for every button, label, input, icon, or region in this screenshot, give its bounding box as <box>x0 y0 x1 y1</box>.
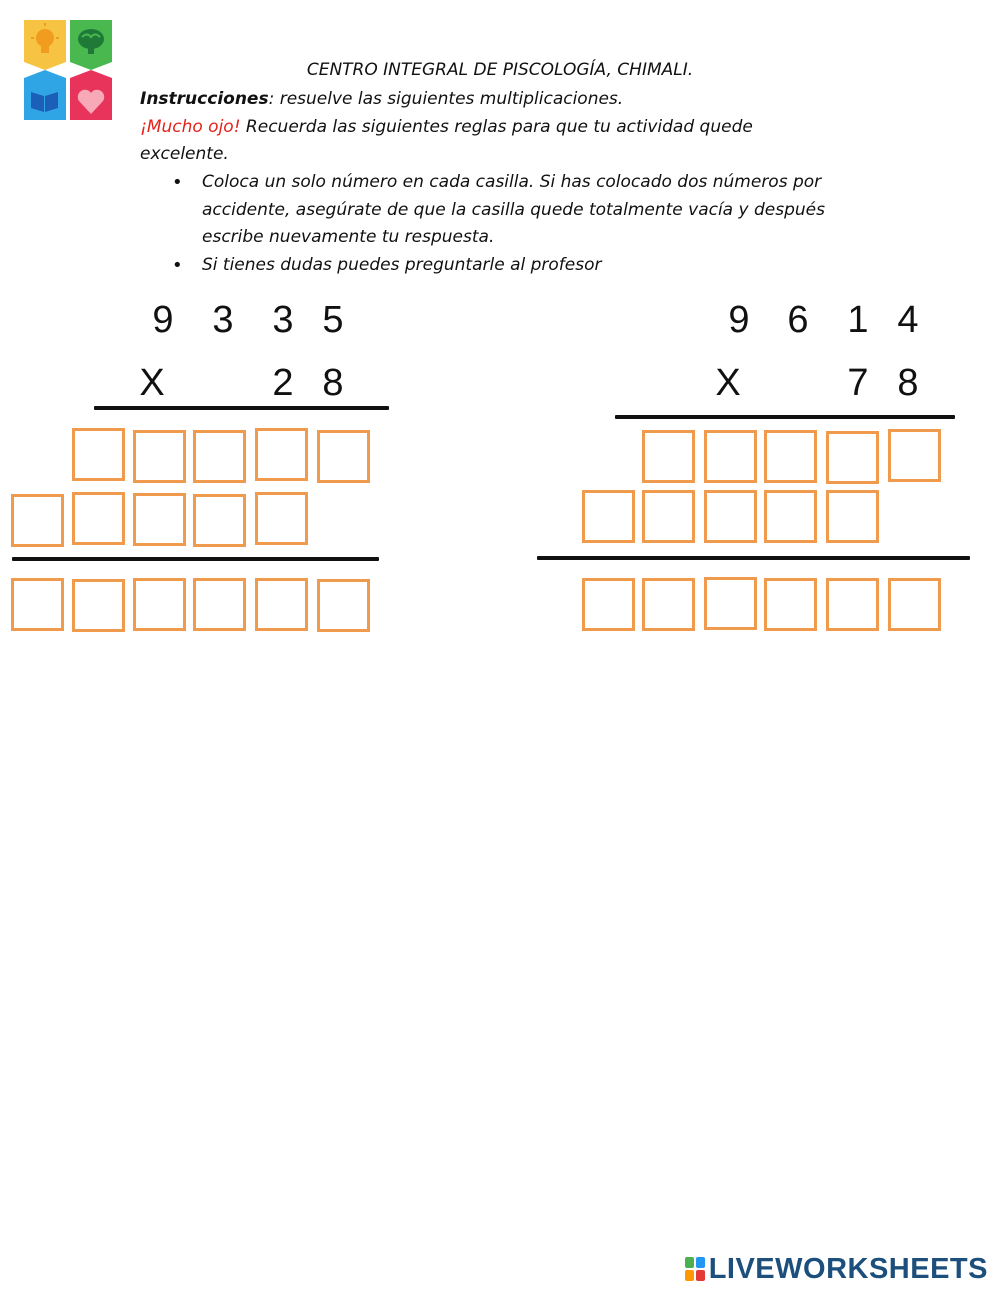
answer-box[interactable] <box>72 492 125 545</box>
page-title: CENTRO INTEGRAL DE PISCOLOGÍA, CHIMALI. <box>306 60 694 80</box>
operation-line <box>94 406 389 410</box>
multiplier-digit: 8 <box>322 362 344 404</box>
liveworksheets-brand <box>685 1252 988 1286</box>
result-box[interactable] <box>704 577 757 630</box>
sum-line <box>537 556 970 560</box>
answer-box[interactable] <box>642 490 695 543</box>
warning-text-continued: excelente. <box>140 144 229 164</box>
answer-box[interactable] <box>704 490 757 543</box>
multiplicand-digit: 4 <box>897 299 919 341</box>
result-box[interactable] <box>317 579 370 632</box>
instructions-label: Instrucciones <box>140 89 269 109</box>
warning-label: ¡Mucho ojo! <box>140 117 241 137</box>
result-box[interactable] <box>193 578 246 631</box>
multiply-operator: X <box>715 362 741 404</box>
multiplicand-digit: 5 <box>322 299 344 341</box>
result-box[interactable] <box>888 578 941 631</box>
answer-box[interactable] <box>317 430 370 483</box>
sum-line <box>12 557 379 561</box>
multiplicand-digit: 9 <box>152 299 174 341</box>
multiplier-digit: 2 <box>272 362 294 404</box>
result-box[interactable] <box>582 578 635 631</box>
result-box[interactable] <box>72 579 125 632</box>
multiplicand-digit: 9 <box>728 299 750 341</box>
warning-line <box>140 114 840 168</box>
warning-text: Recuerda las siguientes reglas para que tu actividad quede <box>240 117 753 137</box>
answer-box[interactable] <box>193 430 246 483</box>
answer-box[interactable] <box>255 492 308 545</box>
result-box[interactable] <box>826 578 879 631</box>
brand-text: LIVEWORKSHEETS <box>708 1252 988 1285</box>
answer-box[interactable] <box>11 494 64 547</box>
multiplicand-digit: 6 <box>787 299 809 341</box>
multiplicand-digit: 3 <box>212 299 234 341</box>
answer-box[interactable] <box>255 428 308 481</box>
rule-item: • Coloca un solo número en cada casilla. Si has colocado dos números por accidente, asegúrate de que la casilla quede totalmente vacía y después escribe nuevamente tu respuesta. <box>170 169 890 252</box>
answer-box[interactable] <box>888 429 941 482</box>
multiplier-digit: 7 <box>847 362 869 404</box>
answer-box[interactable] <box>826 431 879 484</box>
result-box[interactable] <box>133 578 186 631</box>
answer-box[interactable] <box>133 493 186 546</box>
rule-item: • Si tienes dudas puedes preguntarle al profesor <box>170 252 890 280</box>
rules-list <box>170 169 890 279</box>
result-box[interactable] <box>255 578 308 631</box>
answer-box[interactable] <box>72 428 125 481</box>
result-box[interactable] <box>764 578 817 631</box>
instructions-text: : resuelve las siguientes multiplicaciones. <box>268 89 624 109</box>
answer-box[interactable] <box>133 430 186 483</box>
answer-box[interactable] <box>764 430 817 483</box>
instructions-line <box>140 86 623 113</box>
liveworksheets-logo-icon <box>685 1257 705 1281</box>
multiplier-digit: 8 <box>897 362 919 404</box>
operation-line <box>615 415 955 419</box>
answer-box[interactable] <box>582 490 635 543</box>
result-box[interactable] <box>11 578 64 631</box>
answer-box[interactable] <box>826 490 879 543</box>
multiplicand-digit: 3 <box>272 299 294 341</box>
multiplicand-digit: 1 <box>847 299 869 341</box>
answer-box[interactable] <box>642 430 695 483</box>
result-box[interactable] <box>642 578 695 631</box>
answer-box[interactable] <box>704 430 757 483</box>
answer-box[interactable] <box>764 490 817 543</box>
multiply-operator: X <box>139 362 165 404</box>
answer-box[interactable] <box>193 494 246 547</box>
